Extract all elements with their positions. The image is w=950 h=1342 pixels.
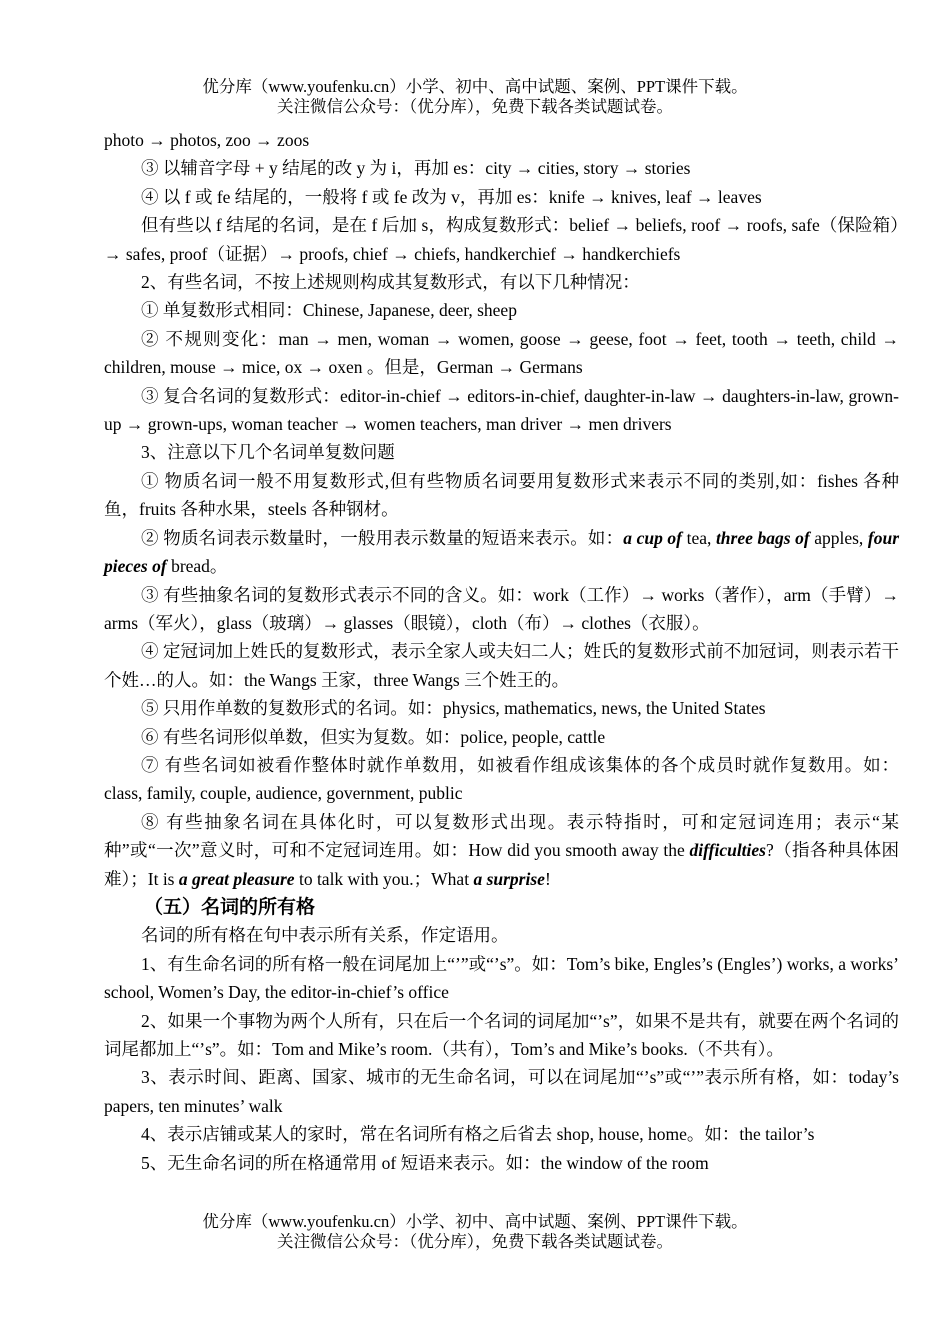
emphasis-three-bags-of: three bags of (715, 527, 810, 548)
paragraph-photo-zoo: photo → photos, zoo → zoos (104, 130, 310, 150)
paragraph-possessive-rule-3: 3、表示时间、距离、国家、城市的无生命名词，可以在词尾加“’s”或“’”表示所有格，如：today’s papers, ten minutes’ walk (104, 1067, 899, 1116)
emphasis-four-pieces-of: four pieces of (104, 527, 900, 577)
paragraph-possessive-rule-2: 2、如果一个事物为两个人所有，只在后一个名词的词尾加“’s”，如果不是共有，就要在两个名词的词尾都加上“’s”。如：Tom and Mike’s room.（共有），Tom’s and Mike’s books.（不共有）。 (104, 1010, 899, 1059)
paragraph-surname-plural: ④ 定冠词加上姓氏的复数形式，表示全家人或夫妇二人；姓氏的复数形式前不加冠词，则表示若干个姓…的人。如：the Wangs 王家，three Wangs 三个姓王的。 (104, 641, 899, 690)
paragraph-f-exceptions: 但有些以 f 结尾的名词，是在 f 后加 s，构成复数形式：belief → beliefs, roof → roofs, safe（保险箱）→ safes, proof（证据）→ proofs, chief → chiefs, handkerchief → handkerchiefs (104, 215, 899, 264)
text-run: to talk with you.；What (294, 868, 474, 889)
paragraph-collective-nouns: ⑦ 有些名词如被看作整体时就作单数用，如被看作组成该集体的各个成员时就作复数用。如：class, family, couple, audience, government, public (104, 754, 899, 804)
page-header (0, 77, 950, 117)
paragraph-abstract-concrete (104, 808, 899, 893)
paragraph-material-nouns: ① 物质名词一般不用复数形式,但有些物质名词要用复数形式来表示不同的类别,如：fishes 各种鱼，fruits 各种水果，steels 各种钢材。 (104, 470, 899, 520)
header-line-2: 关注微信公众号：（优分库），免费下载各类试题试卷。 (277, 97, 673, 116)
paragraph-possessive-rule-1: 1、有生命名词的所有格一般在词尾加上“’”或“’s”。如：Tom’s bike, Engles’s (Engles’) works, a works’ school, Women’s Day, the editor-in-chief’s office (104, 953, 899, 1003)
text-run: bread。 (166, 556, 228, 577)
text-run: ⑧ 有些抽象名词在具体化时，可以复数形式出现。表示特指时，可和定冠词连用；表示“某种”或“一次”意义时，可和不定冠词连用。如：How did you smooth away the (104, 811, 899, 861)
paragraph-same-form: ① 单复数形式相同：Chinese, Japanese, deer, sheep (141, 300, 517, 321)
paragraph-singular-use: ⑤ 只用作单数的复数形式的名词。如：physics, mathematics, news, the United States (141, 698, 766, 719)
emphasis-a-great-pleasure: a great pleasure (178, 868, 295, 889)
footer-line-1: 优分库（www.youfenku.cn）小学、初中、高中试题、案例、PPT课件下载。 (202, 1212, 748, 1231)
footer-line-2: 关注微信公众号：（优分库），免费下载各类试题试卷。 (277, 1232, 673, 1251)
emphasis-a-cup-of: a cup of (623, 527, 683, 548)
paragraph-rule-f-fe: ④ 以 f 或 fe 结尾的，一般将 f 或 fe 改为 v，再加 es：knife → knives, leaf → leaves (141, 186, 762, 207)
paragraph-possessive-rule-4: 4、表示店铺或某人的家时，常在名词所有格之后省去 shop, house, home。如：the tailor’s (141, 1124, 815, 1145)
document-body (104, 126, 899, 1177)
paragraph-notes-intro: 3、注意以下几个名词单复数问题 (141, 442, 395, 463)
text-run: ! (544, 868, 551, 889)
text-run: ?（指各种具体困难）；It is (104, 840, 899, 889)
header-line-1: 优分库（www.youfenku.cn）小学、初中、高中试题、案例、PPT课件下载。 (202, 77, 748, 96)
paragraph-possessive-intro: 名词的所有格在句中表示所有关系，作定语用。 (141, 925, 509, 946)
page-footer (0, 1212, 950, 1252)
emphasis-difficulties: difficulties (689, 840, 766, 861)
paragraph-plural-meaning: ⑥ 有些名词形似单数，但实为复数。如：police, people, cattle (141, 726, 606, 747)
text-run: tea, (682, 527, 716, 548)
paragraph-abstract-plural-meaning: ③ 有些抽象名词的复数形式表示不同的含义。如：work（工作）→ works（著作），arm（手臂）→ arms（军火），glass（玻璃）→ glasses（眼镜），cloth（布）→ clothes（衣服）。 (104, 584, 899, 633)
section-heading-possessive: （五）名词的所有格 (144, 895, 316, 918)
emphasis-a-surprise: a surprise (473, 868, 545, 889)
paragraph-possessive-rule-5: 5、无生命名词的所在格通常用 of 短语来表示。如：the window of the room (141, 1152, 709, 1173)
paragraph-irregular-change: ② 不规则变化：man → men, woman → women, goose → geese, foot → feet, tooth → teeth, child → children, mouse → mice, ox → oxen 。但是，German → Germans (104, 328, 899, 378)
paragraph-irregular-intro: 2、有些名词，不按上述规则构成其复数形式，有以下几种情况： (141, 272, 640, 293)
paragraph-quantity-phrases (104, 524, 899, 581)
text-run: ② 物质名词表示数量时，一般用表示数量的短语来表示。如： (141, 527, 624, 548)
paragraph-rule-y: ③ 以辅音字母 + y 结尾的改 y 为 i，再加 es：city → cities, story → stories (141, 158, 691, 179)
text-run: apples, (809, 527, 868, 548)
paragraph-compound-nouns: ③ 复合名词的复数形式：editor-in-chief → editors-in-chief, daughter-in-law → daughters-in-law, grown-up → grown-ups, woman teacher → women teachers, man driver → men drivers (104, 385, 899, 435)
